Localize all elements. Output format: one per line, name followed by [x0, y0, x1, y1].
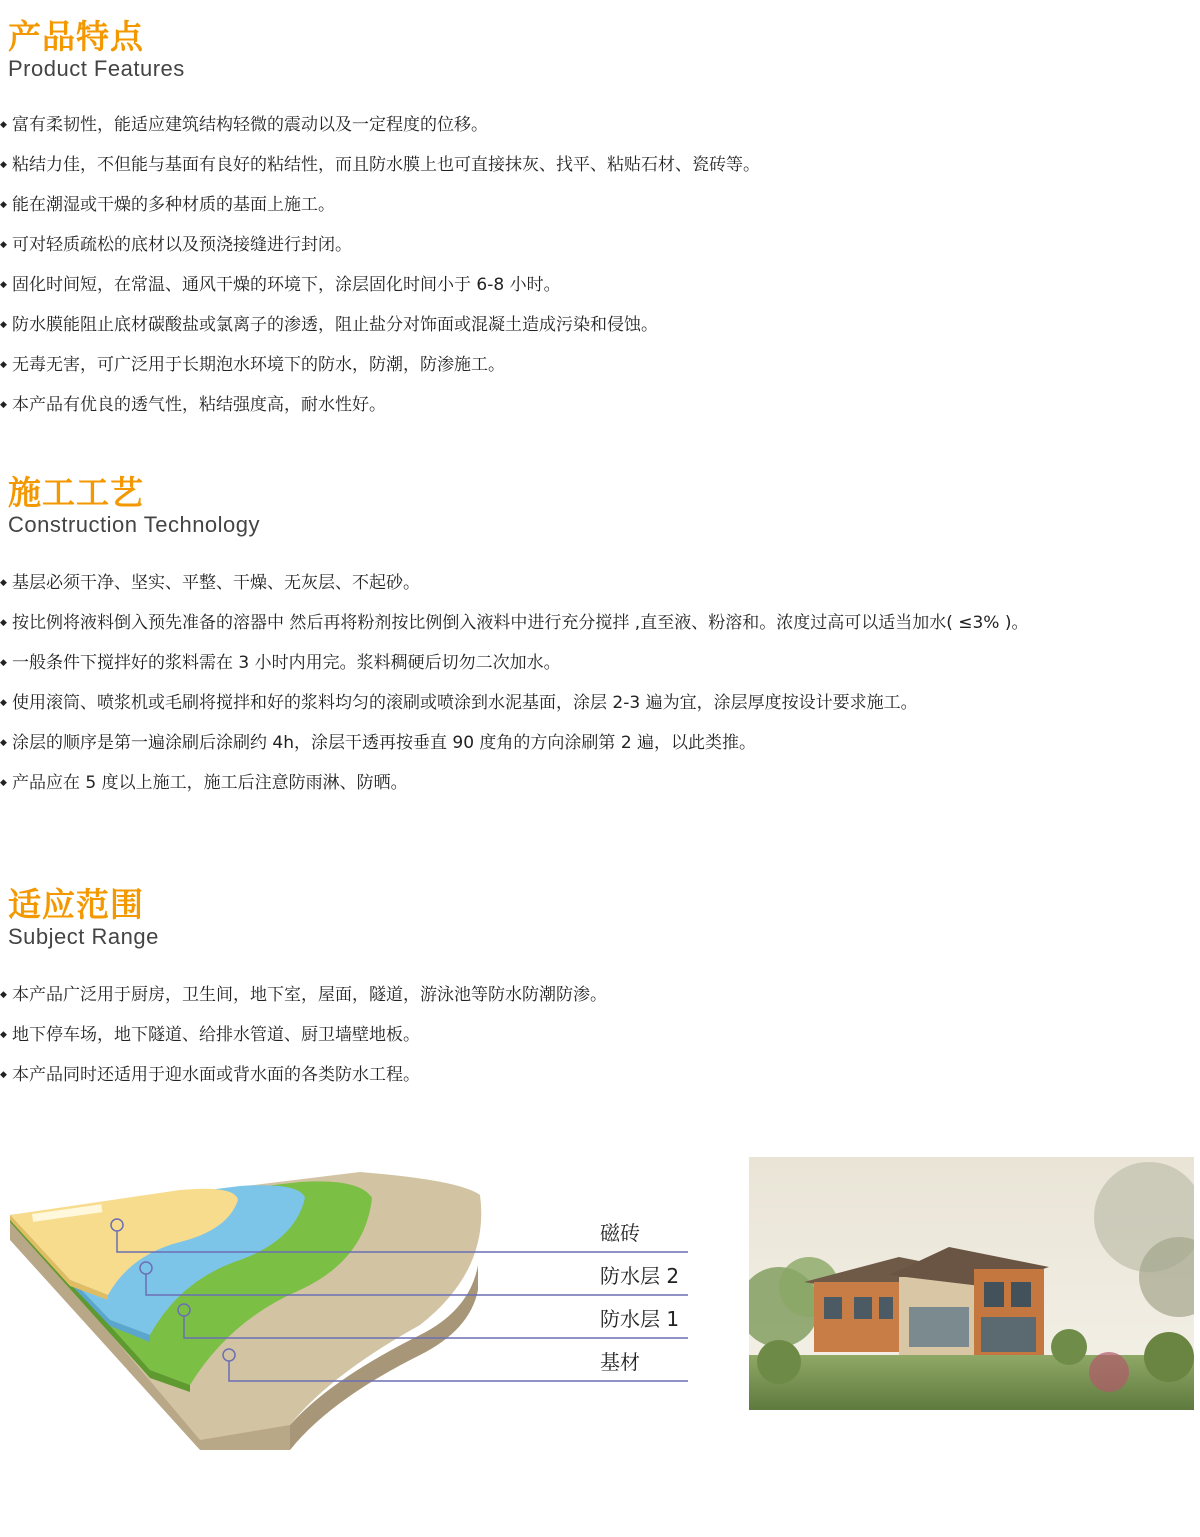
features-item-text: 无毒无害，可广泛用于长期泡水环境下的防水，防潮，防渗施工。 — [12, 355, 505, 375]
features-item-text: 能在潮湿或干燥的多种材质的基面上施工。 — [12, 195, 335, 215]
construction-item-text: 按比例将液料倒入预先准备的溶器中 然后再将粉剂按比例倒入液料中进行充分搅拌 ,直至液、粉溶和。浓度过高可以适当加水( ≤3% )。 — [12, 613, 1029, 633]
layer-diagram-illustration — [0, 1150, 700, 1480]
construction-item — [0, 723, 1190, 763]
range-item — [0, 1055, 1190, 1095]
construction-item-text: 使用滚筒、喷浆机或毛刷将搅拌和好的浆料均匀的滚刷或喷涂到水泥基面，涂层 2-3 遍为宜，涂层厚度按设计要求施工。 — [12, 693, 918, 713]
construction-item — [0, 563, 1190, 603]
construction-item — [0, 683, 1190, 723]
diamond-bullet-icon: ◆ — [0, 240, 7, 250]
diamond-bullet-icon: ◆ — [0, 1070, 7, 1080]
layer-label-tile: 磁砖 — [600, 1221, 640, 1245]
diamond-bullet-icon: ◆ — [0, 578, 7, 588]
construction-list — [0, 563, 1190, 803]
range-item — [0, 975, 1190, 1015]
diamond-bullet-icon: ◆ — [0, 658, 7, 668]
features-item-text: 粘结力佳，不但能与基面有良好的粘结性，而且防水膜上也可直接抹灰、找平、粘贴石材、瓷砖等。 — [12, 155, 760, 175]
layer-diagram — [0, 1150, 700, 1480]
construction-section — [8, 474, 1198, 538]
features-title-en: Product Features — [8, 56, 185, 81]
diamond-bullet-icon: ◆ — [0, 778, 7, 788]
features-title-cn: 产品特点 — [8, 17, 144, 56]
range-title-cn: 适应范围 — [8, 885, 144, 924]
diamond-bullet-icon: ◆ — [0, 1030, 7, 1040]
construction-item — [0, 643, 1190, 683]
features-item — [0, 145, 1190, 185]
construction-title-en: Construction Technology — [8, 512, 261, 537]
range-list — [0, 975, 1190, 1095]
features-item-text: 固化时间短，在常温、通风干燥的环境下，涂层固化时间小于 6-8 小时。 — [12, 275, 561, 295]
construction-item-text: 涂层的顺序是第一遍涂刷后涂刷约 4h，涂层干透再按垂直 90 度角的方向涂刷第 2 遍，以此类推。 — [12, 733, 757, 753]
range-item — [0, 1015, 1190, 1055]
diamond-bullet-icon: ◆ — [0, 738, 7, 748]
diamond-bullet-icon: ◆ — [0, 990, 7, 1000]
construction-item-text: 基层必须干净、坚实、平整、干燥、无灰层、不起砂。 — [12, 573, 420, 593]
features-list — [0, 105, 1190, 425]
features-item-text: 富有柔韧性，能适应建筑结构轻微的震动以及一定程度的位移。 — [12, 115, 488, 135]
diamond-bullet-icon: ◆ — [0, 320, 7, 330]
diamond-bullet-icon: ◆ — [0, 120, 7, 130]
range-item-text: 本产品同时还适用于迎水面或背水面的各类防水工程。 — [12, 1065, 420, 1085]
layer-label-base: 基材 — [600, 1350, 640, 1374]
diamond-bullet-icon: ◆ — [0, 160, 7, 170]
features-item-text: 本产品有优良的透气性，粘结强度高，耐水性好。 — [12, 395, 386, 415]
diamond-bullet-icon: ◆ — [0, 280, 7, 290]
diamond-bullet-icon: ◆ — [0, 200, 7, 210]
construction-item-text: 产品应在 5 度以上施工，施工后注意防雨淋、防晒。 — [12, 773, 408, 793]
features-section — [8, 18, 1198, 82]
construction-title-cn: 施工工艺 — [8, 473, 144, 512]
features-item — [0, 105, 1190, 145]
range-item-text: 地下停车场，地下隧道、给排水管道、厨卫墙壁地板。 — [12, 1025, 420, 1045]
layer-label-waterproof-2: 防水层 2 — [600, 1264, 680, 1288]
features-item-text: 可对轻质疏松的底材以及预浇接缝进行封闭。 — [12, 235, 352, 255]
diamond-bullet-icon: ◆ — [0, 618, 7, 628]
villa-photo — [749, 1157, 1194, 1410]
diamond-bullet-icon: ◆ — [0, 400, 7, 410]
construction-item — [0, 763, 1190, 803]
features-item — [0, 385, 1190, 425]
diamond-bullet-icon: ◆ — [0, 698, 7, 708]
construction-item — [0, 603, 1190, 643]
features-item — [0, 345, 1190, 385]
range-item-text: 本产品广泛用于厨房，卫生间，地下室，屋面，隧道，游泳池等防水防潮防渗。 — [12, 985, 607, 1005]
range-section — [8, 886, 1198, 950]
layer-label-waterproof-1: 防水层 1 — [600, 1307, 680, 1331]
features-item-text: 防水膜能阻止底材碳酸盐或氯离子的渗透，阻止盐分对饰面或混凝土造成污染和侵蚀。 — [12, 315, 658, 335]
range-title-en: Subject Range — [8, 924, 159, 949]
construction-item-text: 一般条件下搅拌好的浆料需在 3 小时内用完。浆料稠硬后切勿二次加水。 — [12, 653, 561, 673]
features-item — [0, 265, 1190, 305]
diamond-bullet-icon: ◆ — [0, 360, 7, 370]
features-item — [0, 305, 1190, 345]
features-item — [0, 225, 1190, 265]
features-item — [0, 185, 1190, 225]
